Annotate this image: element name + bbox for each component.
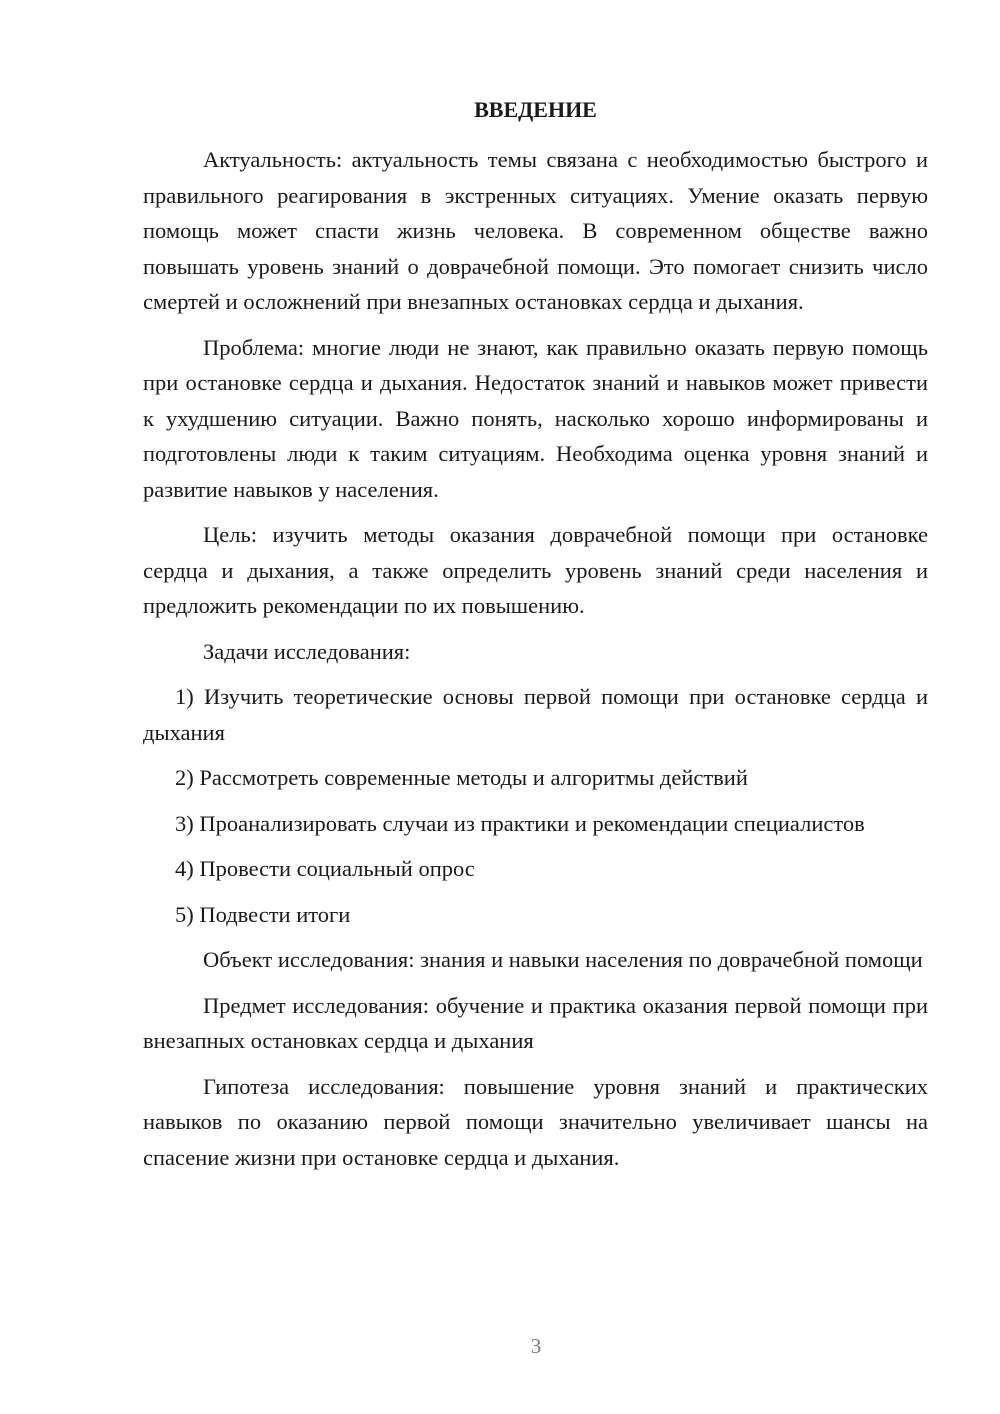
paragraph-hypothesis: Гипотеза исследования: повышение уровня знаний и практических навыков по оказанию первой помощи значительно увеличивает шансы на спасение жизни при остановке сердца и дыхания. — [143, 1073, 928, 1170]
section-heading: ВВЕДЕНИЕ — [474, 97, 597, 122]
document-page — [143, 90, 928, 1185]
paragraph-goal: Цель: изучить методы оказания доврачебной помощи при остановке сердца и дыхания, а также определить уровень знаний среди населения и предложить рекомендации по их повышению. — [143, 522, 928, 618]
paragraph-problem: Проблема: многие люди не знают, как правильно оказать первую помощь при остановке сердца и дыхания. Недостаток знаний и навыков может привести к ухудшению ситуации. Важно понять, насколько хорошо информированы и подготовлены люди к таким ситуациям. Необходима оценка уровня знаний и развитие навыков у населения. — [143, 334, 928, 502]
tasks-heading: Задачи исследования: — [203, 638, 411, 664]
paragraph-subject: Предмет исследования: обучение и практика оказания первой помощи при внезапных остановках сердца и дыхания — [143, 992, 928, 1053]
paragraph-relevance: Актуальность: актуальность темы связана с необходимостью быстрого и правильного реагирования в экстренных ситуациях. Умение оказать первую помощь может спасти жизнь человека. В современном обществе важно повышать уровень знаний о доврачебной помощи. Это помогает снизить число смертей и осложнений при внезапных остановках сердца и дыхания. — [143, 147, 928, 314]
task-item-4: 4) Провести социальный опрос — [175, 856, 475, 881]
task-item-5: 5) Подвести итоги — [175, 901, 351, 927]
task-item-1: 1) Изучить теоретические основы первой помощи при остановке сердца и дыхания — [143, 684, 928, 745]
task-item-3: 3) Проанализировать случаи из практики и рекомендации специалистов — [175, 810, 865, 836]
task-item-2: 2) Рассмотреть современные методы и алгоритмы действий — [175, 765, 748, 790]
paragraph-object: Объект исследования: знания и навыки населения по доврачебной помощи — [203, 947, 923, 972]
page-number: 3 — [530, 1334, 542, 1358]
